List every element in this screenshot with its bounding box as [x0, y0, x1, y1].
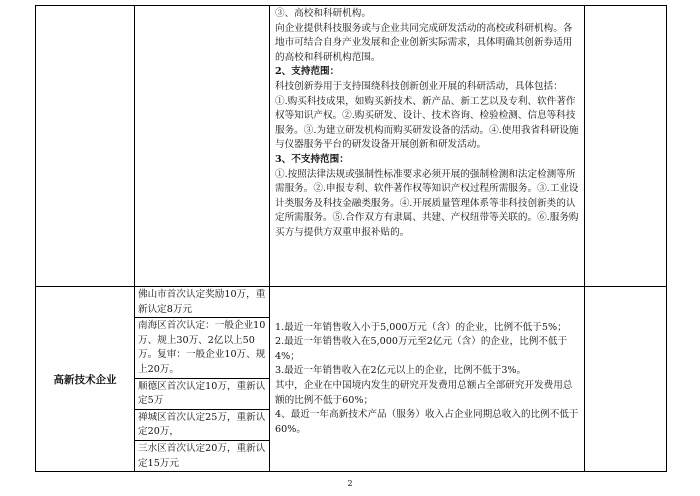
award-cell — [135, 287, 270, 318]
award-cell — [135, 318, 270, 378]
paragraph: ①.购买科技成果，如购买新技术、新产品、新工艺以及专利、软件著作权等知识产权。②.购买研发、设计、技术咨询、检验检测、信息等科技服务。③.为建立研发机构而购买研发设备的活动。④.使用我省科研设施与仪器服务平台的研发设备开展创新和研发活动。 — [275, 95, 579, 151]
award-text: 顺德区首次认定10万，重新认定5万 — [138, 380, 266, 407]
award-text: 禅城区首次认定25万，重新认定20万， — [138, 411, 266, 438]
empty-cell — [135, 6, 270, 287]
award-cell — [135, 409, 270, 440]
requirement-item: 其中，企业在中国境内发生的研究开发费用总额占全部研究开发费用总额的比例不低于60%； — [275, 380, 573, 406]
table-row-innovation-voucher — [36, 6, 667, 287]
award-text: 南海区首次认定：一般企业10万、规上30万、2亿以上50万。复审：一般企业10万、规上20万。 — [138, 320, 266, 375]
policy-table — [35, 5, 667, 472]
support-details-cell — [270, 6, 585, 287]
page-number: 2 — [347, 479, 353, 488]
category-label: 高新技术企业 — [36, 287, 135, 472]
section-heading: 2、支持范围： — [275, 66, 340, 78]
requirement-item: 2.最近一年销售收入在5,000万元至2亿元（含）的企业，比例不低于4%； — [275, 336, 568, 362]
section-heading: 3、不支持范围： — [275, 153, 349, 165]
award-cell — [135, 378, 270, 409]
award-text: 三水区首次认定20万，重新认定15万元 — [138, 442, 266, 469]
requirement-item: 1.最近一年销售收入小于5,000万元（含）的企业，比例不低于5%； — [275, 321, 567, 333]
award-cell — [135, 440, 270, 471]
paragraph: ①.按照法律法规或强制性标准要求必须开展的强制检测和法定检测等所需服务。②.申报专利、软件著作权等知识产权过程所需服务。③.工业设计类服务及科技金融类服务。④.开展质量管理体系等非科技创新类的认定所需服务。⑤.合作双方有隶属、共建、产权纽带等关联的。⑥.服务购买方与提供方双重申报补贴的。 — [275, 168, 579, 238]
empty-cell — [36, 6, 135, 287]
requirements-cell — [270, 287, 585, 472]
paragraph: 向企业提供科技服务或与企业共同完成研发活动的高校或科研机构。各地市可结合自身产业发展和企业创新实际需求，具体明确其创新券适用的高校和科研机构范围。 — [275, 22, 573, 63]
requirement-item: 3.最近一年销售收入在2亿元以上的企业，比例不低于3%。 — [275, 365, 527, 377]
requirement-item: 4、最近一年高新技术产品（服务）收入占企业同期总收入的比例不低于60%。 — [275, 409, 579, 435]
table-row-hightech — [36, 287, 667, 318]
empty-cell — [585, 6, 667, 287]
empty-cell — [585, 287, 667, 472]
paragraph: ③、高校和科研机构。 — [275, 8, 371, 19]
paragraph: 科技创新券用于支持围绕科技创新创业开展的科研活动，具体包括： — [275, 80, 563, 92]
award-text: 佛山市首次认定奖励10万，重新认定8万元 — [138, 289, 266, 315]
